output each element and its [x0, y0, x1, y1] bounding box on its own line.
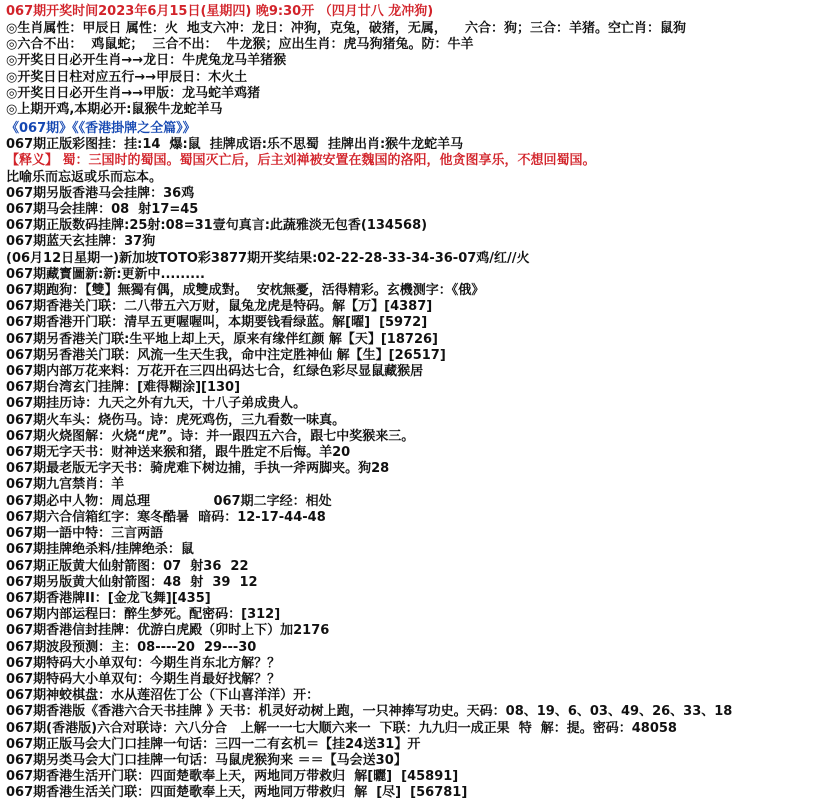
body-line-zuilao-wuzi: 067期最老版无字天书：骑虎难下树边捕，手执一斧两脚夹。狗28 [6, 461, 390, 477]
body-line-paoma: 067期跑狗：【雙】無獨有偶，成雙成對。 安枕無憂，活得精彩。玄機测字：《俄》 [6, 283, 485, 299]
body-line-neibu-wanhua: 067期内部万花来料：万花开在三四出码达七合，红绿色彩尽显鼠藏猴居 [6, 364, 424, 380]
body-line-hkpai: 067期香港牌II：[金龙飞舞][435] [6, 590, 211, 606]
body-line-toto: (06月12日星期一)新加坡TOTO彩3877期开奖结果:02-22-28-33-34-36-07鸡/红//火 [6, 250, 530, 266]
body-line-lingban-hk-1: 067期另香港关门联:生平地上却上天，原来有缘伴红颜 解【天】[18726] [6, 331, 438, 347]
body-line-hk-shenghuo-2: 067期香港生活关门联：四面楚歌奉上天，两地同万带救归 解 [尽] [56781] [6, 785, 468, 801]
attribute-line-shangqi: ◎上期开鸡,本期必开:鼠猴牛龙蛇羊马 [6, 102, 223, 118]
body-line-zhengban-huangdaxian: 067期正版黄大仙射箭图：07 射36 22 [6, 558, 249, 574]
body-line-mahui-guapai: 067期马会挂牌：08 射17=45 [6, 202, 199, 218]
body-line-guapai-juesha: 067期挂牌绝杀料/挂牌绝杀：鼠 [6, 542, 194, 558]
body-line-hkguanmen-2: 067期香港开门联：清早五更喔喔叫，本期要钱看绿蓝。解[曜] [5972] [6, 315, 428, 331]
body-line-shenma-qipan: 067期神蛟棋盘：水从莲沼佐丁公（下山喜洋洋）开： [6, 688, 320, 704]
body-line-guali-shi: 067期挂历诗：九天之外有九天，十八子弟成贵人。 [6, 396, 307, 412]
body-line-lingban-hkma: 067期另版香港马会挂牌：36鸡 [6, 185, 195, 201]
body-line-boduan-yuce: 067期波段预测：主：08----20 29---30 [6, 639, 257, 655]
body-line-wuziwenshu: 067期无字天书：财神送来猴和猪，跟牛胜定不后悔。羊20 [6, 445, 351, 461]
body-line-tema-daxiao-1: 067期特码大小单双句：今期生肖东北方解？？ [6, 655, 281, 671]
attribute-line-liuhe-buchu: ◎六合不出： 鸡鼠蛇； 三合不出： 牛龙猴；应出生肖：虎马狗猪兔。防：牛羊 [6, 37, 474, 53]
body-line-taiwan-xuanmen: 067期台湾玄门挂牌：[难得糊涂][130] [6, 380, 241, 396]
document-header: 067期开奖时间2023年6月15日(星期四) 晚9:30开 （四月廿八 龙冲狗) [6, 4, 434, 19]
body-line-hkguanmen-1: 067期香港关门联：二八带五六万财，鼠兔龙虎是特码。解【万】[4387] [6, 299, 433, 315]
body-line-lanxuan: 067期蓝天玄挂牌：37狗 [6, 234, 156, 250]
body-line-hk-shenghuo-1: 067期香港生活开门联：四面楚歌奉上天，两地同万带救归 解[曬] [45891] [6, 769, 459, 785]
attribute-line-kaijiang-1: ◎开奖日日必开生肖→→龙日：牛虎兔龙马羊猪猴 [6, 53, 287, 69]
body-line-huochetou: 067期火车头：烧伤马。诗：虎死鸡伤，三九看数一味真。 [6, 412, 346, 428]
body-line-huoshao-tujie: 067期火烧图解：火烧“虎”。诗：并一跟四五六合，跟七中奖猴来三。 [6, 428, 415, 444]
body-line-hk-xinfeng: 067期香港信封挂牌：优游白虎殿（卯时上下）加2176 [6, 623, 330, 639]
body-line-lingban-huangdaxian: 067期另版黄大仙射箭图：48 射 39 12 [6, 574, 258, 590]
body-line-shiyi: 【释义】 蜀：三国时的蜀国。蜀国灭亡后，后主刘禅被安置在魏国的洛阳，他贪图享乐，不想回蜀国。 [6, 153, 596, 169]
body-line-bizhong-renwu: 067期必中人物：周总理 067期二字经：相处 [6, 493, 332, 509]
body-line-yiyu-zhongte: 067期一語中特：三言两語 [6, 526, 164, 542]
attribute-line-kaijiang-2: ◎开奖日日必开生肖→→甲版：龙马蛇羊鸡猪 [6, 85, 261, 101]
body-line-liuhe-xinxiang: 067期六合信箱红字：寒冬酷暑 暗码：12-17-44-48 [6, 509, 326, 525]
body-line-zhengban-shuma: 067期正版数码挂牌:25射:08=31壹句真言:此蔬雅淡无包香(134568) [6, 218, 428, 234]
body-line-mahui-damen-1: 067期正版马会大门口挂牌一句话：三四一二有玄机＝【挂24送31】开 [6, 736, 421, 752]
body-line-jiugongjinxiao: 067期九宫禁肖：羊 [6, 477, 125, 493]
section-title-guapai: 《067期》《《香港掛牌之全篇》》 [6, 121, 196, 137]
body-line-tema-daxiao-2: 067期特码大小单双句：今期生肖最好找解？？ [6, 671, 281, 687]
body-line-hkban-liuhe: 067期香港版《香港六合天书挂牌 》天书：机灵好动树上跑，一只神捧写功史。天码：08、19、6、03、49、26、33、18 [6, 704, 733, 720]
body-line-hkban-liuhe-shi: 067期(香港版)六合对联诗：六八分合 上解一一七大顺六来一 下联：九九归一成正果 特 解：提。密码：48058 [6, 720, 677, 736]
body-line-cangmi: 067期藏寳圖新:新:更新中......... [6, 266, 205, 282]
body-line-zhengban-guapai: 067期正版彩图挂：挂:14 爆:鼠 挂牌成语:乐不思蜀 挂牌出肖:猴牛龙蛇羊马 [6, 137, 464, 153]
body-line-lingban-hk-2: 067期另香港关门联：风流一生天生我，命中注定胜神仙 解【生】[26517] [6, 347, 446, 363]
attribute-line-rizhu: ◎开奖日日柱对应五行→→甲辰日：木火土 [6, 69, 248, 85]
attribute-line-shengxiao: ◎生肖属性：甲辰日 属性：火 地支六冲：龙日：冲狗，克兔，破猪，无属， 六合：狗；三合：羊猪。空亡肖：鼠狗 [6, 21, 687, 36]
body-line-neibu-yuncheng: 067期内部运程曰：醉生梦死。配密码：[312] [6, 607, 281, 623]
body-line-mahui-damen-2: 067期另类马会大门口挂牌一句话：马鼠虎猴狗来 ＝＝【马会送30】 [6, 752, 407, 768]
body-line-biyu: 比喻乐而忘返或乐而忘本。 [6, 169, 163, 185]
